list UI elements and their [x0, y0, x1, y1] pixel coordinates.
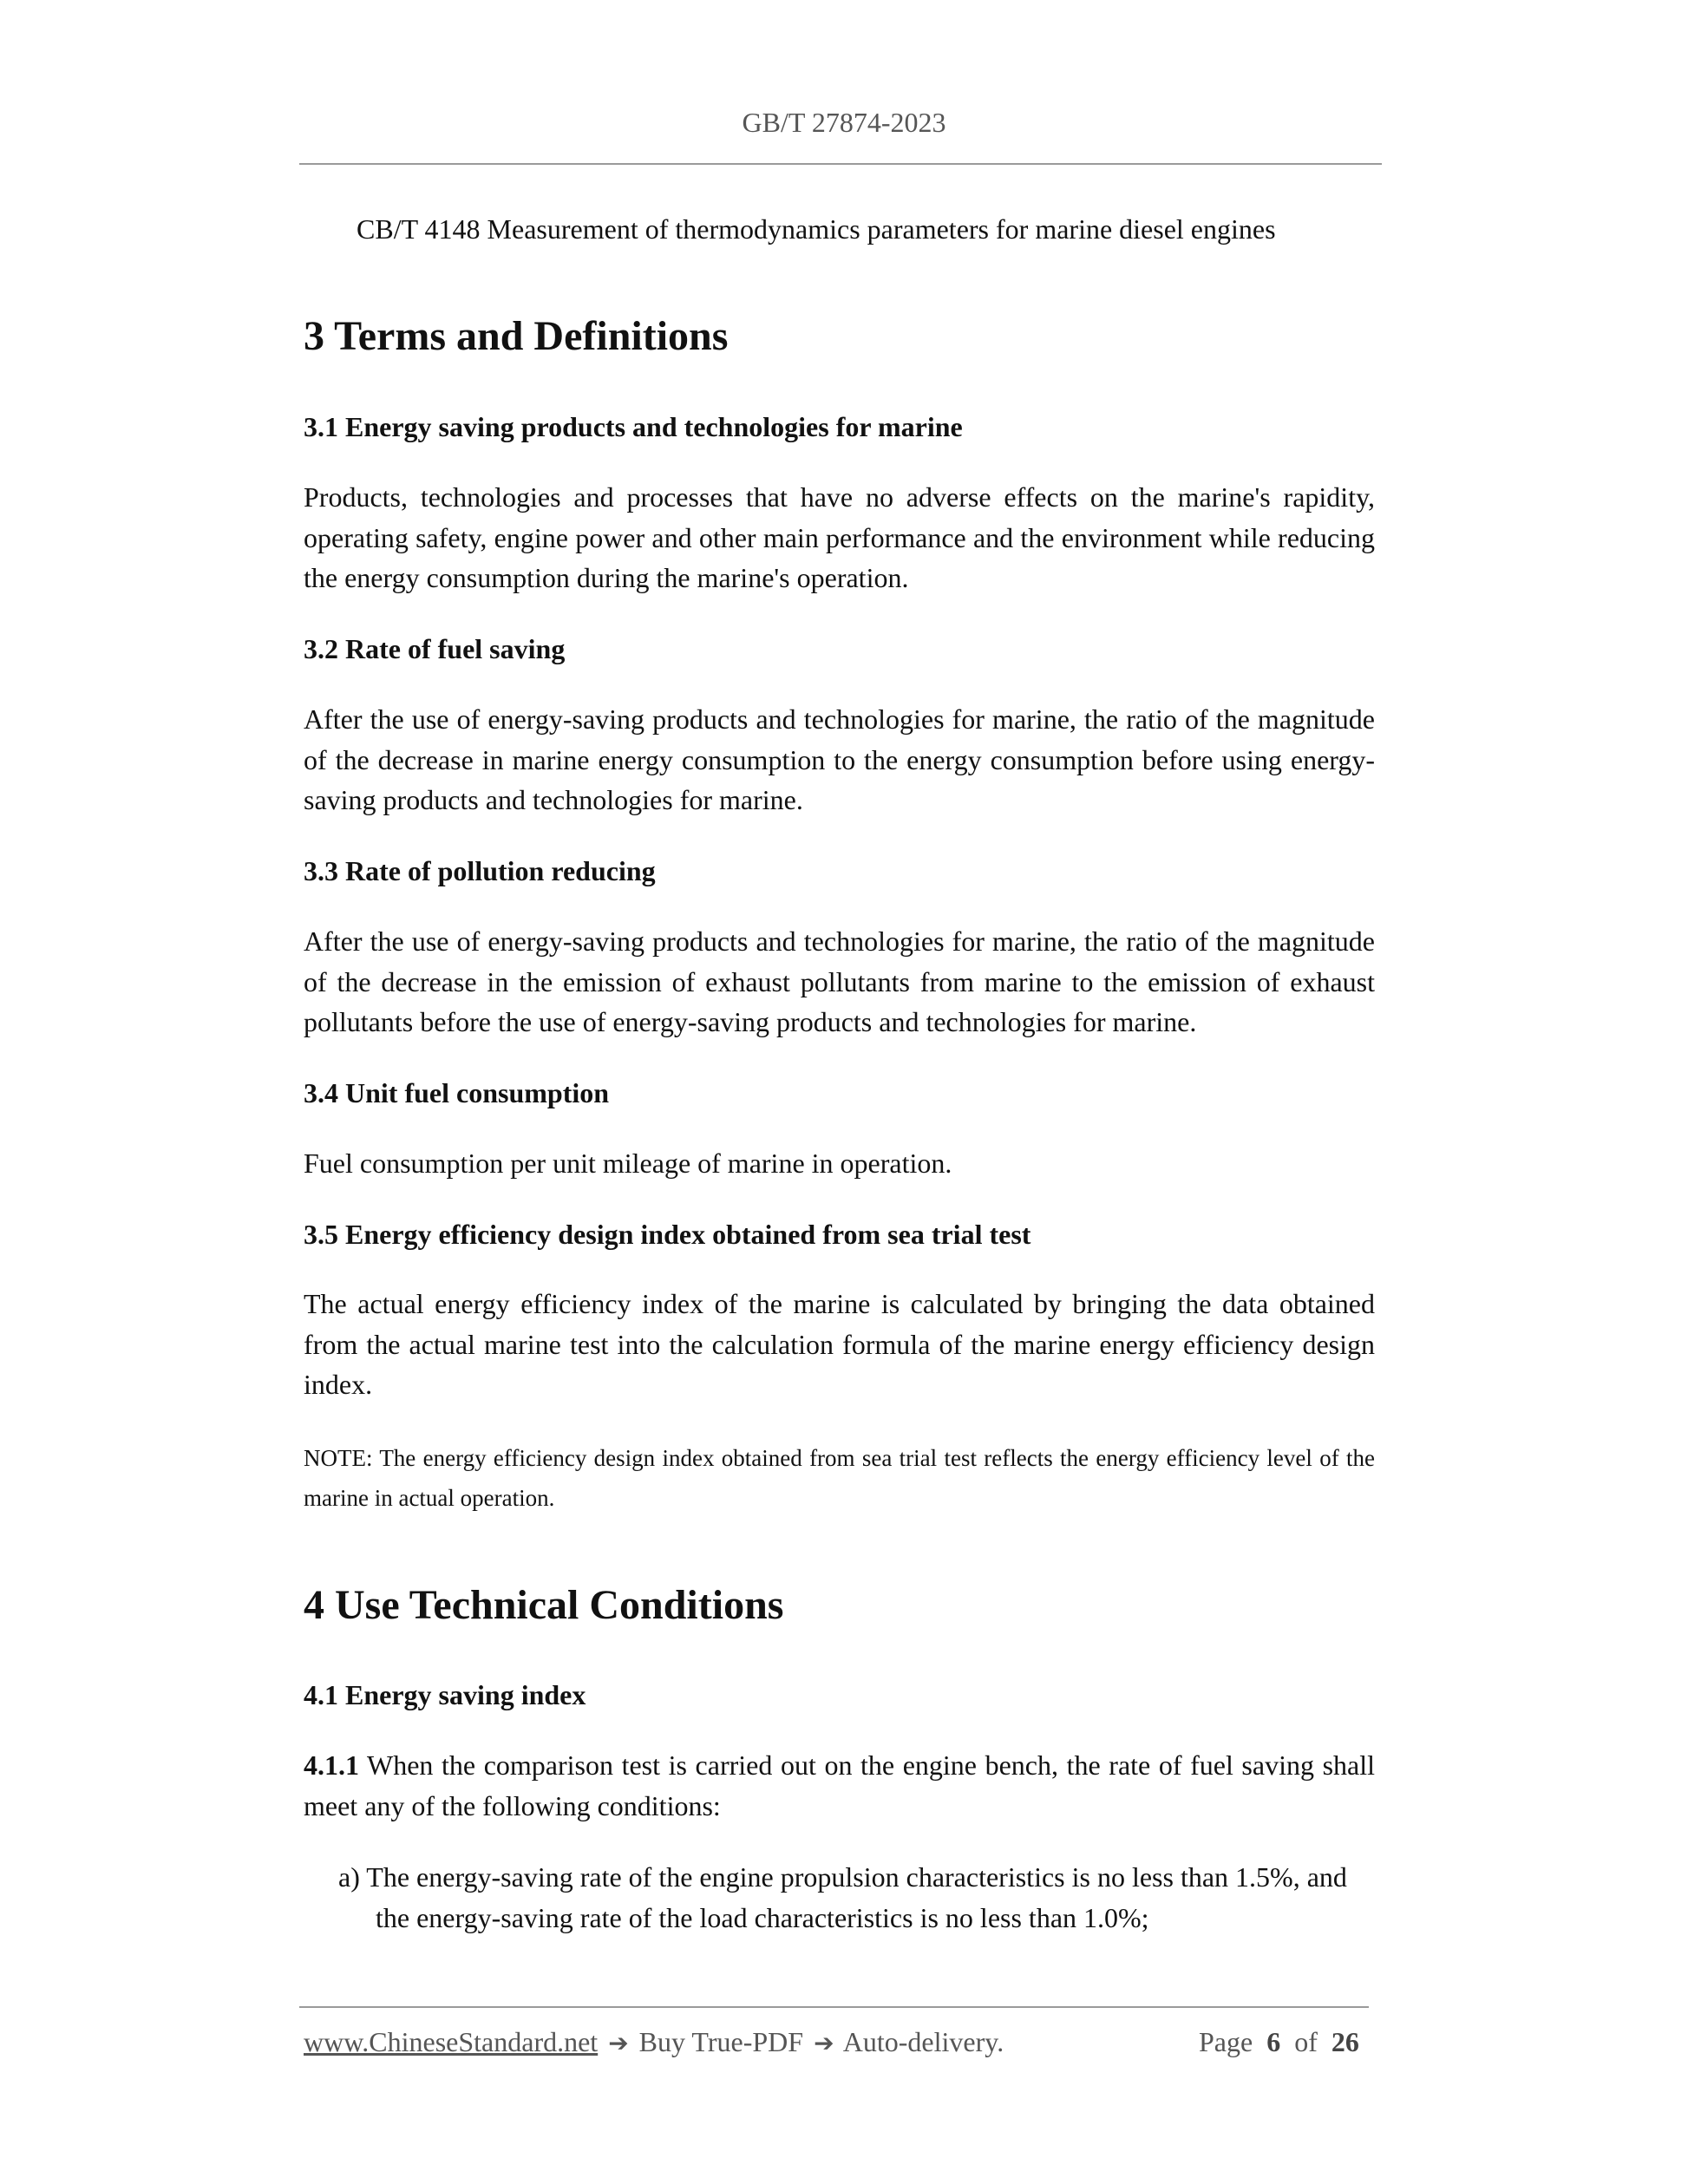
term-3-2-definition: After the use of energy-saving products and technologies for marine, the ratio of the magnitude of the decrease in marine energy consumption to the energy consumption before using energy-saving products and technologies for marine.: [304, 703, 1375, 815]
term-3-2-heading: 3.2 Rate of fuel saving: [304, 633, 566, 664]
current-page-number: 6: [1266, 2026, 1281, 2057]
page-label: Page: [1199, 2026, 1253, 2057]
normative-reference-item: CB/T 4148 Measurement of thermodynamics parameters for marine diesel engines: [357, 213, 1276, 245]
footer-promo: [304, 2026, 1004, 2058]
clause-4-1-1: [304, 1745, 1375, 1826]
subsection-4-1-heading: 4.1 Energy saving index: [304, 1679, 586, 1710]
list-marker: a): [338, 1861, 360, 1893]
list-item-a: [338, 1857, 1375, 1938]
term-3-5-heading: 3.5 Energy efficiency design index obtained from sea trial test: [304, 1219, 1031, 1250]
term-3-4-heading: 3.4 Unit fuel consumption: [304, 1077, 610, 1108]
buy-pdf-text: Buy True-PDF: [638, 2026, 804, 2057]
list-item-text-line2: the energy-saving rate of the load characteristics is no less than 1.0%;: [376, 1901, 1149, 1933]
website-link[interactable]: www.ChineseStandard.net: [304, 2026, 599, 2057]
page-of-label: of: [1294, 2026, 1318, 2057]
footer-divider: [299, 2006, 1369, 2008]
page-indicator: [1199, 2026, 1359, 2058]
section-4-heading: 4 Use Technical Conditions: [304, 1582, 784, 1628]
term-3-5-note: NOTE: The energy efficiency design index obtained from sea trial test reflects the energy efficiency level of the marine in actual operation.: [304, 1445, 1375, 1511]
right-arrow-icon: ➔: [608, 2029, 629, 2057]
section-3-heading: 3 Terms and Definitions: [304, 313, 729, 359]
term-3-4-definition: Fuel consumption per unit mileage of marine in operation.: [304, 1148, 952, 1179]
list-item-text-line1: The energy-saving rate of the engine propulsion characteristics is no less than 1.5%, and: [366, 1861, 1347, 1893]
document-code-header: GB/T 27874-2023: [742, 107, 946, 138]
term-3-3-definition: After the use of energy-saving products and technologies for marine, the ratio of the magnitude of the decrease in the emission of exhaust pollutants from marine to the emission of exhaust pollutants before the use of energy-saving products and technologies for marine.: [304, 925, 1375, 1037]
right-arrow-icon: ➔: [814, 2029, 834, 2057]
clause-number: 4.1.1: [304, 1749, 359, 1781]
auto-delivery-text: Auto-delivery.: [842, 2026, 1004, 2057]
term-3-1-heading: 3.1 Energy saving products and technologies for marine: [304, 411, 963, 442]
clause-text: When the comparison test is carried out on the engine bench, the rate of fuel saving shall meet any of the following conditions:: [304, 1749, 1376, 1821]
term-3-3-heading: 3.3 Rate of pollution reducing: [304, 855, 656, 886]
total-pages-number: 26: [1331, 2026, 1359, 2057]
term-3-1-definition: Products, technologies and processes that have no adverse effects on the marine's rapidity, operating safety, engine power and other main performance and the environment while reducing the energy consumption during the marine's operation.: [304, 481, 1375, 593]
term-3-5-definition: The actual energy efficiency index of the marine is calculated by bringing the data obtained from the actual marine test into the calculation formula of the marine energy efficiency design index.: [304, 1288, 1375, 1400]
header-divider: [299, 163, 1382, 165]
